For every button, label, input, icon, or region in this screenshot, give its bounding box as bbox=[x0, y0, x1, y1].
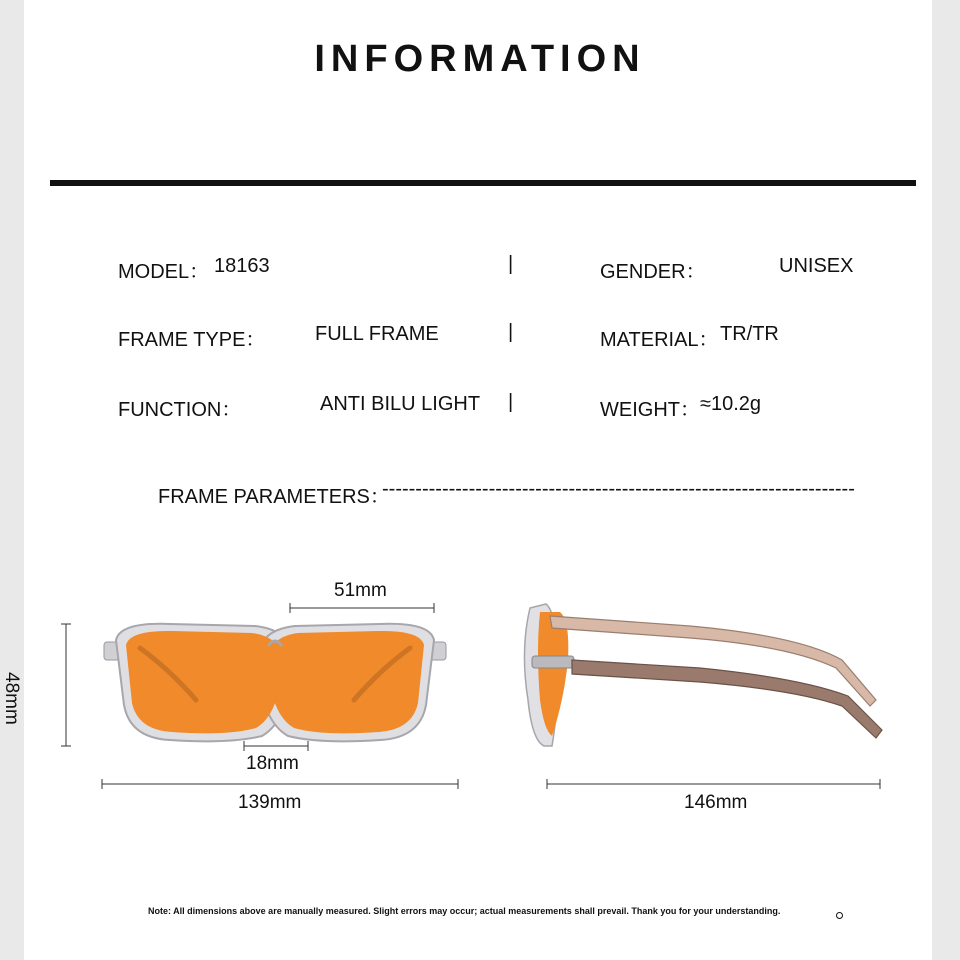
model-label: MODEL： bbox=[118, 261, 210, 283]
lens-height-label: 48mm bbox=[1, 672, 22, 725]
model-value: 18163 bbox=[214, 255, 270, 277]
frame-type-value: FULL FRAME bbox=[315, 323, 439, 345]
gender-value: UNISEX bbox=[779, 255, 854, 277]
frame-parameters-dashes: ----------------------------------------------------------------------- bbox=[382, 478, 855, 500]
function-value: ANTI BILU LIGHT bbox=[320, 393, 481, 415]
weight-label: WEIGHT： bbox=[600, 399, 700, 421]
gender-label: GENDER： bbox=[600, 261, 706, 283]
bridge-label: 18mm bbox=[246, 753, 299, 774]
glasses-front-view bbox=[104, 624, 446, 742]
footer-dot bbox=[836, 912, 843, 919]
separator: | bbox=[508, 253, 514, 275]
temple-length-label: 146mm bbox=[684, 792, 748, 813]
frame-width-label: 139mm bbox=[238, 792, 302, 813]
frame-type-label: FRAME TYPE： bbox=[118, 329, 266, 351]
material-label: MATERIAL： bbox=[600, 329, 719, 351]
material-value: TR/TR bbox=[720, 323, 779, 345]
lens-width-label: 51mm bbox=[334, 580, 387, 601]
function-label: FUNCTION： bbox=[118, 399, 242, 421]
weight-value: ≈10.2g bbox=[700, 393, 762, 415]
separator: | bbox=[508, 391, 514, 413]
frame-parameters-label: FRAME PARAMETERS： bbox=[158, 486, 390, 508]
separator: | bbox=[508, 321, 514, 343]
footer-note: Note: All dimensions above are manually measured. Slight errors may occur; actual measurements shall prevail. Thank you for your understanding. bbox=[148, 906, 781, 916]
glasses-side-view bbox=[524, 604, 882, 746]
page-title: INFORMATION bbox=[314, 38, 646, 80]
